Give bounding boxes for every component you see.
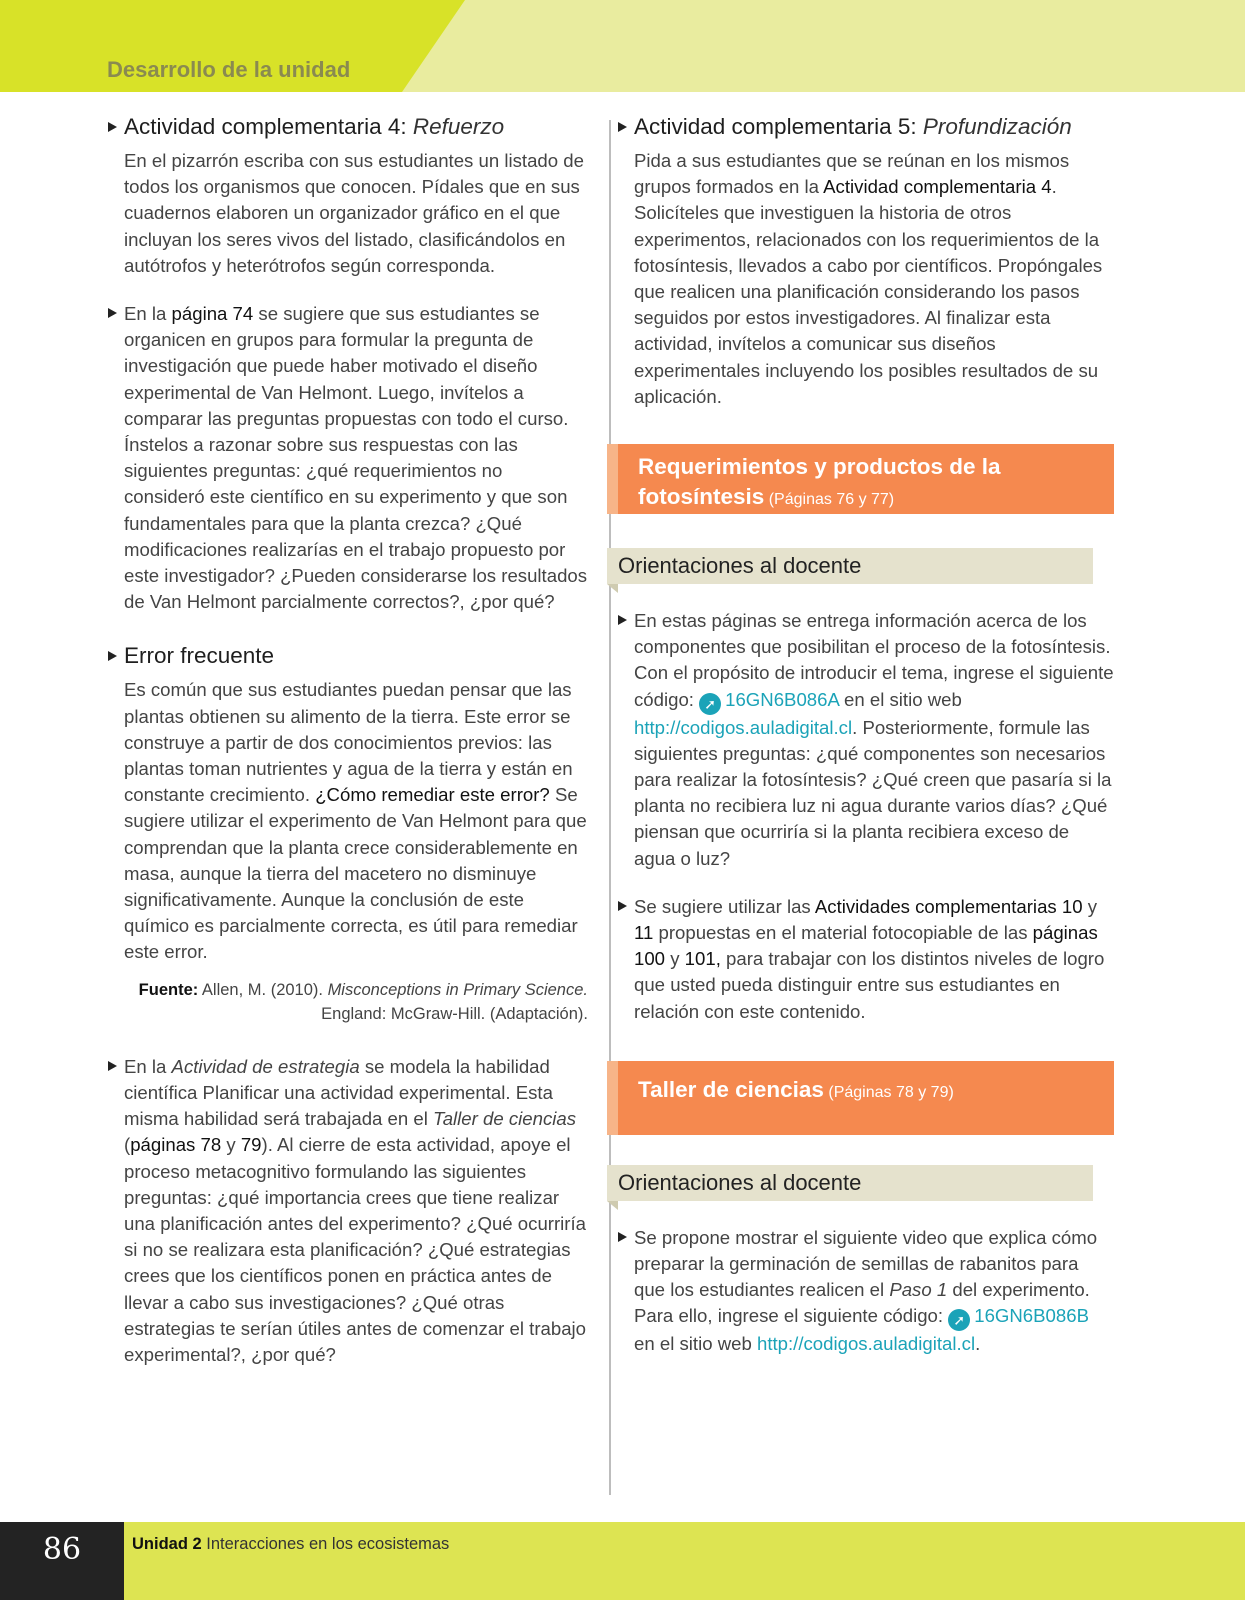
section-banner-requerimientos xyxy=(607,444,1114,514)
text-run: Pida a sus estudiantes que se reúnan en los mismos grupos formados en la xyxy=(634,150,1070,198)
activities-ref: 11 xyxy=(634,922,654,944)
text-run: en el sitio web xyxy=(634,1333,757,1355)
page-74-paragraph xyxy=(108,301,588,615)
activity-5-subtitle: Profundización xyxy=(922,114,1072,139)
right-column xyxy=(618,112,1114,1358)
activity-4-text: En el pizarrón escriba con sus estudiantes un listado de todos los organismos que conocen. Pídales que en sus cuadernos elaboren un organizador gráfico en el que incluyan los seres vivos del listado, clasificándolos en autótrofos y heterótrofos según corresponda. xyxy=(124,150,584,276)
activity-4-ref: Actividad complementaria 4 xyxy=(823,176,1052,198)
activity-4-title: Actividad complementaria 4: xyxy=(124,114,413,139)
source-book-title: Misconceptions in Primary Science. xyxy=(327,980,588,999)
bullet-triangle-icon xyxy=(108,1061,117,1071)
strategy-paragraph xyxy=(108,1054,588,1368)
bullet-triangle-icon xyxy=(618,1232,627,1242)
text-run: En la xyxy=(124,303,172,325)
error-heading xyxy=(108,641,588,671)
banner-title: Taller de ciencias xyxy=(638,1076,824,1102)
remedy-question: ¿Cómo remediar este error? xyxy=(315,784,550,806)
text-run: ). Al cierre de esta actividad, apoye el proceso metacognitivo formulando las siguientes preguntas: ¿qué importancia crees que tiene realizar una planificación antes del experimento? ¿Qué ocurriría si no se realizara esta planificación? ¿Qué estrategias crees que los científicos ponen en práctica antes de llevar a cabo sus investigaciones? ¿Qué otras estrategias te serían útiles antes de comenzar el trabajo experimental?, ¿por qué? xyxy=(124,1134,587,1365)
pages-ref: páginas 100 xyxy=(634,922,1098,970)
section-title: Desarrollo de la unidad xyxy=(107,57,351,82)
text-run: En la xyxy=(124,1055,172,1077)
text-run: propuestas en el material fotocopiable de las xyxy=(653,922,1033,944)
left-column xyxy=(108,112,588,1368)
bullet-actividades xyxy=(618,894,1114,1025)
text-run: Se sugiere utilizar las xyxy=(634,895,815,917)
text-run: ( xyxy=(124,1134,131,1156)
access-code: 16GN6B086B xyxy=(974,1305,1089,1327)
banner-pages: (Páginas 76 y 77) xyxy=(764,491,895,509)
tag-label: Orientaciones al docente xyxy=(618,553,862,579)
unit-title: Interacciones en los ecosistemas xyxy=(201,1535,450,1553)
error-title: Error frecuente xyxy=(124,643,275,669)
bullet-triangle-icon xyxy=(108,651,117,661)
text-run: y xyxy=(665,948,685,970)
activity-5-heading xyxy=(618,112,1114,142)
header-band xyxy=(0,0,1245,92)
text-run: . xyxy=(975,1333,981,1355)
source-citation xyxy=(108,978,588,1026)
text-run: . Posteriormente, formule las siguientes preguntas: ¿qué componentes son necesarios para realizar la fotosíntesis? ¿Qué creen que pasaría si la planta no recibiera luz ni agua durante varios días? ¿Qué piensan que ocurriría si la planta recibiera exceso de agua o luz? xyxy=(634,716,1112,869)
bullet-triangle-icon xyxy=(618,615,627,625)
bullet-triangle-icon xyxy=(108,122,117,132)
text-run: En estas páginas se entrega información acerca de los componentes que posibilitan el proceso de la fotosíntesis. Con el propósito de introducir el tema, ingrese el siguiente código: xyxy=(634,610,1114,710)
text-run: se modela la habilidad científica Planificar una actividad experimental. Esta misma habilidad será trabajada en el xyxy=(124,1055,553,1130)
banner-pages: (Páginas 78 y 79) xyxy=(823,1083,954,1101)
activity-4-heading xyxy=(108,112,588,142)
footer-unit xyxy=(132,1535,449,1554)
error-text xyxy=(108,677,588,965)
text-run: y xyxy=(1082,895,1098,917)
rocket-icon: ➚ xyxy=(948,1309,970,1331)
tag-notch xyxy=(607,584,618,593)
text-run: en el sitio web xyxy=(838,688,962,710)
paso-ref: Paso 1 xyxy=(889,1279,948,1301)
text-run: . Solicíteles que investiguen la historia de otros experimentos, relacionados con los requerimientos de la fotosíntesis, llevados a cabo por científicos. Propóngales que realicen una planificación considerando los pasos seguidos por estos investigadores. Al finalizar esta actividad, invítelos a comunicar sus diseños experimentales incluyendo los posibles resultados de su aplicación. xyxy=(634,176,1103,407)
orientaciones-tag xyxy=(607,1165,1093,1201)
page-74-ref: página 74 xyxy=(171,303,254,325)
tag-notch xyxy=(607,1201,618,1210)
footer-band xyxy=(0,1522,1245,1600)
text-run: Es común que sus estudiantes puedan pensar que las plantas obtienen su alimento de la tierra. Este error se construye a partir de dos conocimientos previos: las plantas toman nutrientes y agua de la tierra y están en constante crecimiento. xyxy=(124,679,573,806)
pages-ref: 101, xyxy=(684,948,721,970)
activities-ref: Actividades complementarias 10 xyxy=(814,895,1083,917)
bullet-video xyxy=(618,1225,1114,1358)
rocket-icon: ➚ xyxy=(699,693,721,715)
unit-label: Unidad 2 xyxy=(132,1535,202,1553)
website-link[interactable]: http://codigos.auladigital.cl xyxy=(634,716,853,738)
text-run: se sugiere que sus estudiantes se organicen en grupos para formular la pregunta de investigación que puede haber motivado el diseño experimental de Van Helmont. Luego, invítelos a comparar las preguntas propuestas con todo el curso. Ínstelos a razonar sobre sus respuestas con las siguientes preguntas: ¿qué requerimientos no consideró este científico en su experimento y que son fundamentales para que la planta crezca? ¿Qué modificaciones realizarías en el trabajo propuesto por este investigador? ¿Pueden considerarse los resultados de Van Helmont parcialmente correctos?, ¿por qué? xyxy=(124,303,588,613)
section-banner-taller xyxy=(607,1061,1114,1135)
text-run: Se propone mostrar el siguiente video que explica cómo preparar la germinación de semillas de rabanitos para que los estudiantes realicen el xyxy=(634,1226,1098,1301)
text-run: Se sugiere utilizar el experimento de Van Helmont para que comprendan que la planta crece considerablemente en masa, aunque la tierra del macetero no disminuye significativamente. Aunque la conclusión de este químico es parcialmente correcta, es útil para remediar este error. xyxy=(124,784,587,963)
activity-5-title: Actividad complementaria 5: xyxy=(634,114,923,139)
taller-ref: Taller de ciencias xyxy=(433,1108,577,1130)
banner-title-line2: fotosíntesis xyxy=(638,484,765,510)
column-divider xyxy=(609,120,611,1495)
orientaciones-tag xyxy=(607,548,1093,584)
bullet-triangle-icon xyxy=(618,901,627,911)
activity-4-subtitle: Refuerzo xyxy=(412,114,505,139)
bullet-triangle-icon xyxy=(108,308,117,318)
source-label: Fuente: xyxy=(138,980,199,999)
pages-ref: páginas 78 xyxy=(130,1134,222,1156)
pages-ref: 79 xyxy=(240,1134,262,1156)
bullet-componentes xyxy=(618,608,1114,872)
text-run: England: McGraw-Hill. (Adaptación). xyxy=(321,1004,588,1023)
text-run: del experimento. Para ello, ingrese el siguiente código: xyxy=(634,1279,1090,1327)
page-number: 86 xyxy=(42,1532,82,1567)
access-code: 16GN6B086A xyxy=(725,688,839,710)
website-link[interactable]: http://codigos.auladigital.cl xyxy=(757,1333,976,1355)
page-number-box xyxy=(0,1522,124,1600)
tag-label: Orientaciones al docente xyxy=(618,1169,862,1195)
text-run: para trabajar con los distintos niveles de logro que usted pueda distinguir entre sus estudiantes en relación con este contenido. xyxy=(634,948,1105,1022)
text-run: Allen, M. (2010). xyxy=(198,980,328,999)
strategy-activity-ref: Actividad de estrategia xyxy=(171,1055,360,1077)
bullet-triangle-icon xyxy=(618,122,627,132)
banner-title-line1: Requerimientos y productos de la xyxy=(638,454,1001,480)
text-run: y xyxy=(221,1134,241,1156)
activity-5-text xyxy=(618,148,1114,410)
